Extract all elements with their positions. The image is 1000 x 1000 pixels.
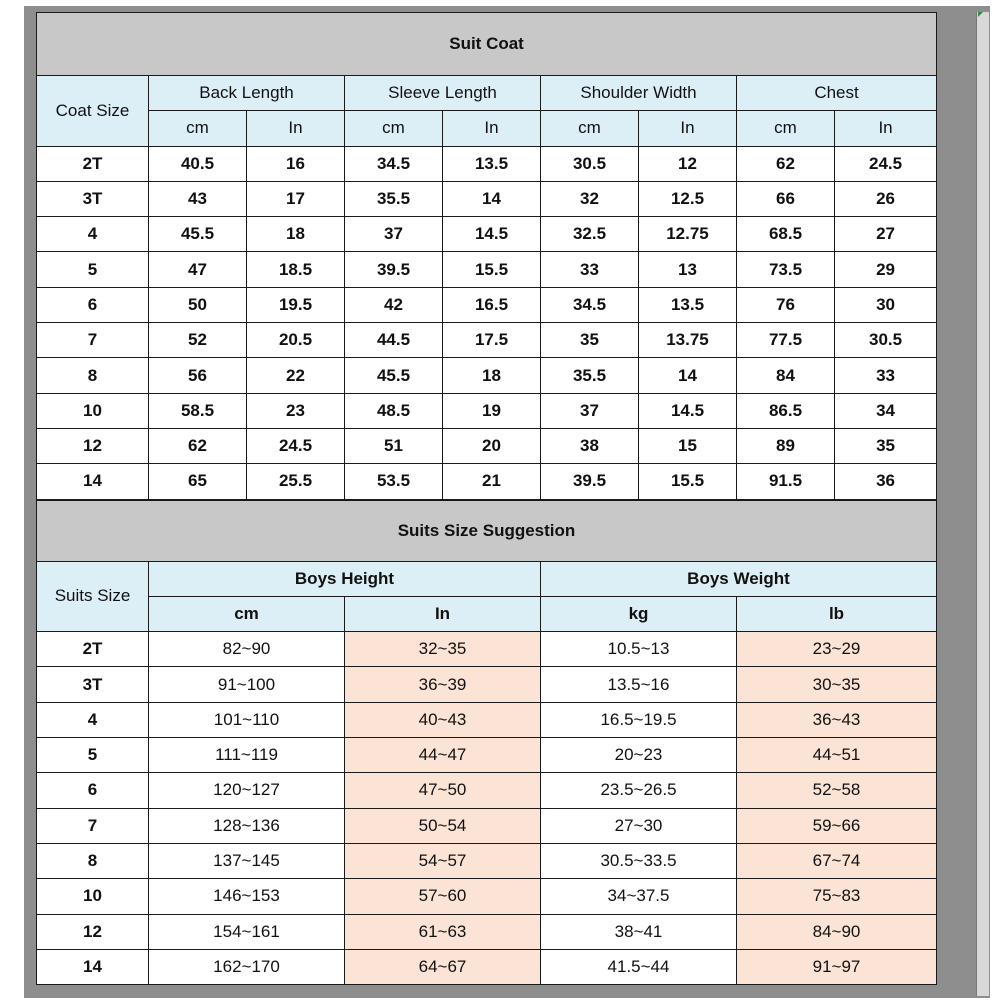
suggestion-cell: 20~23: [541, 738, 737, 773]
measurement-cell: 39.5: [541, 464, 639, 499]
table-row: [37, 393, 937, 428]
coat-size-cell: 14: [37, 464, 149, 499]
measurement-cell: 30.5: [835, 323, 937, 358]
measurement-cell: 45.5: [149, 217, 247, 252]
measurement-cell: 19.5: [247, 287, 345, 322]
table-row: [37, 914, 937, 949]
measurement-cell: 18: [247, 217, 345, 252]
coat-size-cell: 5: [37, 252, 149, 287]
measurement-cell: 14: [639, 358, 737, 393]
measurement-cell: 48.5: [345, 393, 443, 428]
table-row: [37, 181, 937, 216]
suggestion-cell: 75~83: [737, 879, 937, 914]
measurement-cell: 16.5: [443, 287, 541, 322]
suits-size-cell: 8: [37, 843, 149, 878]
measurement-cell: 73.5: [737, 252, 835, 287]
suits-size-cell: 12: [37, 914, 149, 949]
measurement-cell: 12.5: [639, 181, 737, 216]
measurement-cell: 76: [737, 287, 835, 322]
measurement-cell: 84: [737, 358, 835, 393]
unit-header: In: [835, 111, 937, 146]
measurement-cell: 15: [639, 428, 737, 463]
measurement-cell: 58.5: [149, 393, 247, 428]
suggestion-cell: 101~110: [149, 702, 345, 737]
coat-size-cell: 3T: [37, 181, 149, 216]
suggestion-cell: 36~39: [345, 667, 541, 702]
measurement-cell: 37: [541, 393, 639, 428]
suggestion-cell: 57~60: [345, 879, 541, 914]
measurement-cell: 35: [541, 323, 639, 358]
table-row: [37, 702, 937, 737]
measurement-cell: 45.5: [345, 358, 443, 393]
boys-weight-header: Boys Weight: [541, 561, 937, 596]
table-row: [37, 949, 937, 984]
table-row: [37, 464, 937, 499]
measurement-cell: 21: [443, 464, 541, 499]
measurement-cell: 33: [541, 252, 639, 287]
measurement-cell: 53.5: [345, 464, 443, 499]
measurement-cell: 42: [345, 287, 443, 322]
measurement-cell: 15.5: [639, 464, 737, 499]
coat-size-cell: 7: [37, 323, 149, 358]
measurement-cell: 35.5: [541, 358, 639, 393]
suggestion-cell: 34~37.5: [541, 879, 737, 914]
measurement-cell: 20: [443, 428, 541, 463]
measurement-cell: 13: [639, 252, 737, 287]
measurement-cell: 62: [149, 428, 247, 463]
measurement-cell: 12.75: [639, 217, 737, 252]
suggestion-cell: 128~136: [149, 808, 345, 843]
back-length-header: Back Length: [149, 76, 345, 111]
suits-size-cell: 7: [37, 808, 149, 843]
measurement-cell: 18.5: [247, 252, 345, 287]
suggestion-cell: 13.5~16: [541, 667, 737, 702]
measurement-cell: 29: [835, 252, 937, 287]
unit-header: In: [345, 596, 541, 631]
suggestion-cell: 54~57: [345, 843, 541, 878]
coat-size-cell: 6: [37, 287, 149, 322]
table-row: [37, 217, 937, 252]
measurement-cell: 77.5: [737, 323, 835, 358]
table-row: [37, 808, 937, 843]
measurement-cell: 20.5: [247, 323, 345, 358]
table-row: [37, 879, 937, 914]
suggestion-cell: 47~50: [345, 773, 541, 808]
measurement-cell: 34.5: [541, 287, 639, 322]
measurement-cell: 50: [149, 287, 247, 322]
suggestion-cell: 146~153: [149, 879, 345, 914]
measurement-cell: 30: [835, 287, 937, 322]
suits-size-cell: 5: [37, 738, 149, 773]
measurement-cell: 38: [541, 428, 639, 463]
suggestion-cell: 59~66: [737, 808, 937, 843]
measurement-cell: 33: [835, 358, 937, 393]
unit-header: cm: [149, 596, 345, 631]
measurement-cell: 24.5: [247, 428, 345, 463]
suits-size-cell: 4: [37, 702, 149, 737]
suggestion-cell: 137~145: [149, 843, 345, 878]
unit-header: kg: [541, 596, 737, 631]
measurement-cell: 17.5: [443, 323, 541, 358]
measurement-cell: 15.5: [443, 252, 541, 287]
measurement-cell: 27: [835, 217, 937, 252]
suggestion-cell: 82~90: [149, 632, 345, 667]
suit-coat-title: Suit Coat: [37, 13, 937, 76]
measurement-cell: 62: [737, 146, 835, 181]
suggestion-cell: 154~161: [149, 914, 345, 949]
sleeve-length-header: Sleeve Length: [345, 76, 541, 111]
measurement-cell: 37: [345, 217, 443, 252]
measurement-cell: 14: [443, 181, 541, 216]
coat-size-cell: 12: [37, 428, 149, 463]
suggestion-cell: 64~67: [345, 949, 541, 984]
adjacent-sheet-edge: [976, 12, 989, 996]
measurement-cell: 47: [149, 252, 247, 287]
measurement-cell: 52: [149, 323, 247, 358]
measurement-cell: 34: [835, 393, 937, 428]
size-suggestion-title: Suits Size Suggestion: [37, 500, 937, 561]
suggestion-cell: 23~29: [737, 632, 937, 667]
measurement-cell: 22: [247, 358, 345, 393]
measurement-cell: 23: [247, 393, 345, 428]
measurement-cell: 34.5: [345, 146, 443, 181]
unit-header: lb: [737, 596, 937, 631]
measurement-cell: 56: [149, 358, 247, 393]
table-row: [37, 773, 937, 808]
measurement-cell: 91.5: [737, 464, 835, 499]
suits-size-cell: 3T: [37, 667, 149, 702]
table-row: [37, 287, 937, 322]
measurement-cell: 65: [149, 464, 247, 499]
measurement-cell: 35: [835, 428, 937, 463]
measurement-cell: 14.5: [443, 217, 541, 252]
coat-size-cell: 8: [37, 358, 149, 393]
cell-comment-marker: [978, 12, 983, 17]
suggestion-cell: 120~127: [149, 773, 345, 808]
suggestion-cell: 61~63: [345, 914, 541, 949]
suggestion-cell: 32~35: [345, 632, 541, 667]
unit-header: cm: [737, 111, 835, 146]
measurement-cell: 18: [443, 358, 541, 393]
measurement-cell: 68.5: [737, 217, 835, 252]
measurement-cell: 16: [247, 146, 345, 181]
measurement-cell: 40.5: [149, 146, 247, 181]
measurement-cell: 30.5: [541, 146, 639, 181]
suggestion-cell: 27~30: [541, 808, 737, 843]
measurement-cell: 51: [345, 428, 443, 463]
measurement-cell: 13.5: [639, 287, 737, 322]
measurement-cell: 36: [835, 464, 937, 499]
measurement-cell: 32.5: [541, 217, 639, 252]
table-row: [37, 843, 937, 878]
table-row: [37, 358, 937, 393]
measurement-cell: 19: [443, 393, 541, 428]
suggestion-cell: 50~54: [345, 808, 541, 843]
unit-header: cm: [345, 111, 443, 146]
suggestion-cell: 40~43: [345, 702, 541, 737]
suits-size-cell: 6: [37, 773, 149, 808]
table-row: [37, 428, 937, 463]
measurement-cell: 17: [247, 181, 345, 216]
measurement-cell: 44.5: [345, 323, 443, 358]
measurement-cell: 35.5: [345, 181, 443, 216]
suits-size-header: Suits Size: [37, 561, 149, 632]
measurement-cell: 66: [737, 181, 835, 216]
suits-size-cell: 14: [37, 949, 149, 984]
chest-header: Chest: [737, 76, 937, 111]
size-suggestion-table: [36, 500, 937, 986]
coat-size-cell: 2T: [37, 146, 149, 181]
unit-header: In: [639, 111, 737, 146]
suits-size-cell: 10: [37, 879, 149, 914]
suggestion-cell: 41.5~44: [541, 949, 737, 984]
suggestion-cell: 67~74: [737, 843, 937, 878]
table-row: [37, 738, 937, 773]
measurement-cell: 24.5: [835, 146, 937, 181]
measurement-cell: 86.5: [737, 393, 835, 428]
measurement-cell: 26: [835, 181, 937, 216]
measurement-cell: 13.75: [639, 323, 737, 358]
unit-header: cm: [149, 111, 247, 146]
suggestion-cell: 16.5~19.5: [541, 702, 737, 737]
suggestion-cell: 52~58: [737, 773, 937, 808]
coat-size-cell: 4: [37, 217, 149, 252]
measurement-cell: 39.5: [345, 252, 443, 287]
measurement-cell: 14.5: [639, 393, 737, 428]
suggestion-cell: 44~47: [345, 738, 541, 773]
unit-header: In: [247, 111, 345, 146]
table-row: [37, 146, 937, 181]
table-row: [37, 667, 937, 702]
suggestion-cell: 44~51: [737, 738, 937, 773]
suggestion-cell: 36~43: [737, 702, 937, 737]
boys-height-header: Boys Height: [149, 561, 541, 596]
shoulder-width-header: Shoulder Width: [541, 76, 737, 111]
suit-coat-table: [36, 12, 937, 500]
measurement-cell: 32: [541, 181, 639, 216]
suggestion-cell: 84~90: [737, 914, 937, 949]
table-row: [37, 323, 937, 358]
measurement-cell: 13.5: [443, 146, 541, 181]
suggestion-cell: 30~35: [737, 667, 937, 702]
suggestion-cell: 30.5~33.5: [541, 843, 737, 878]
suggestion-cell: 91~97: [737, 949, 937, 984]
suggestion-cell: 23.5~26.5: [541, 773, 737, 808]
suggestion-cell: 162~170: [149, 949, 345, 984]
measurement-cell: 25.5: [247, 464, 345, 499]
suggestion-cell: 91~100: [149, 667, 345, 702]
suggestion-cell: 111~119: [149, 738, 345, 773]
suggestion-cell: 10.5~13: [541, 632, 737, 667]
size-chart-sheet: [36, 12, 936, 985]
suggestion-cell: 38~41: [541, 914, 737, 949]
table-row: [37, 252, 937, 287]
coat-size-header: Coat Size: [37, 76, 149, 147]
unit-header: In: [443, 111, 541, 146]
suits-size-cell: 2T: [37, 632, 149, 667]
table-row: [37, 632, 937, 667]
measurement-cell: 12: [639, 146, 737, 181]
measurement-cell: 89: [737, 428, 835, 463]
measurement-cell: 43: [149, 181, 247, 216]
coat-size-cell: 10: [37, 393, 149, 428]
unit-header: cm: [541, 111, 639, 146]
